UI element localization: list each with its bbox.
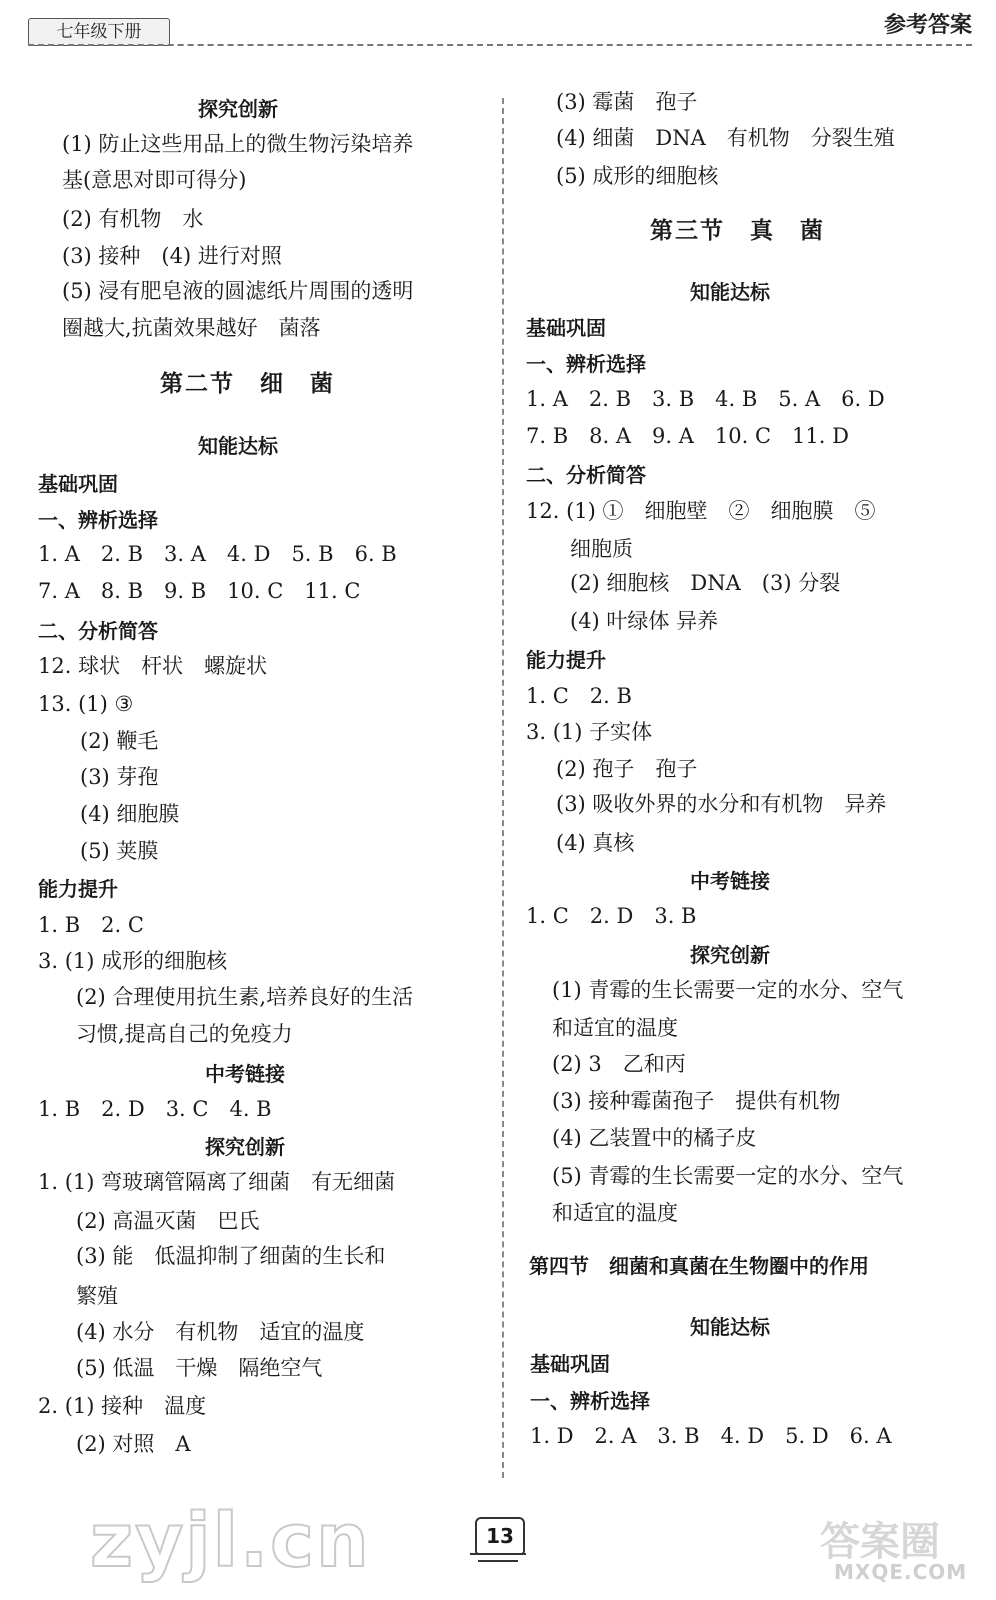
- answer-line: (4) 水分 有机物 适宜的温度: [76, 1320, 365, 1344]
- category-heading: 基础巩固: [526, 316, 606, 340]
- answer-line: 1. B 2. D 3. C 4. B: [38, 1097, 272, 1121]
- answer-line: (2) 高温灭菌 巴氏: [76, 1209, 260, 1233]
- page-number: 13: [475, 1517, 525, 1555]
- answer-line: 1. C 2. B: [526, 684, 632, 708]
- category-heading: 探究创新: [690, 943, 770, 967]
- page-number-base: [478, 1560, 518, 1562]
- answer-line: 1. B 2. C: [38, 913, 144, 937]
- category-heading: 二、分析简答: [38, 619, 158, 643]
- answer-line: (4) 叶绿体 异养: [570, 609, 719, 633]
- answer-line: 繁殖: [76, 1284, 118, 1308]
- answer-line: (2) 孢子 孢子: [556, 757, 698, 781]
- answer-line: 12. (1) ① 细胞壁 ② 细胞膜 ⑤: [526, 499, 876, 523]
- watermark-left: zyjl.cn: [90, 1498, 371, 1584]
- subsection-title: 知能达标: [198, 434, 278, 458]
- answer-line: (4) 乙装置中的橘子皮: [552, 1126, 757, 1150]
- section-title: 第三节 真 菌: [650, 218, 825, 244]
- answer-line: 圈越大,抗菌效果越好 菌落: [62, 316, 321, 340]
- answer-line: 2. (1) 接种 温度: [38, 1394, 207, 1418]
- category-heading: 基础巩固: [530, 1352, 610, 1376]
- answer-line: (2) 合理使用抗生素,培养良好的生活: [76, 985, 414, 1009]
- answer-line: 7. B 8. A 9. A 10. C 11. D: [526, 424, 849, 448]
- answer-line: 1. A 2. B 3. B 4. B 5. A 6. D: [526, 387, 885, 411]
- answer-line: 细胞质: [570, 537, 633, 561]
- answer-line: (5) 成形的细胞核: [556, 164, 719, 188]
- answer-line: (5) 荚膜: [80, 839, 159, 863]
- answer-line: (3) 能 低温抑制了细菌的生长和: [76, 1244, 386, 1268]
- section-heading: 探究创新: [198, 97, 278, 121]
- category-heading: 基础巩固: [38, 472, 118, 496]
- section-title: 第二节 细 菌: [160, 371, 335, 397]
- watermark-right: 答案圈: [820, 1519, 940, 1565]
- answer-line: 3. (1) 成形的细胞核: [38, 949, 228, 973]
- answer-line: 基(意思对即可得分): [62, 168, 247, 192]
- category-heading: 二、分析简答: [526, 463, 646, 487]
- answer-line: 3. (1) 子实体: [526, 720, 653, 744]
- answer-line: (5) 青霉的生长需要一定的水分、空气: [552, 1164, 904, 1188]
- answer-line: 1. D 2. A 3. B 4. D 5. D 6. A: [530, 1424, 892, 1448]
- category-heading: 一、辨析选择: [526, 352, 646, 376]
- page-number-base: [470, 1553, 526, 1555]
- answer-line: 13. (1) ③: [38, 692, 134, 716]
- answer-line: 1. (1) 弯玻璃管隔离了细菌 有无细菌: [38, 1170, 396, 1194]
- answer-line: (2) 对照 A: [76, 1432, 191, 1456]
- answer-line: (2) 有机物 水: [62, 207, 204, 231]
- category-heading: 能力提升: [526, 648, 606, 672]
- answer-line: (4) 细胞膜: [80, 802, 180, 826]
- answer-line: (3) 霉菌 孢子: [556, 90, 698, 114]
- category-heading: 探究创新: [205, 1135, 285, 1159]
- answer-line: 1. A 2. B 3. A 4. D 5. B 6. B: [38, 542, 397, 566]
- answer-line: (1) 青霉的生长需要一定的水分、空气: [552, 978, 904, 1002]
- header-divider: [28, 44, 972, 46]
- category-heading: 中考链接: [205, 1062, 285, 1086]
- answer-line: 1. C 2. D 3. B: [526, 904, 697, 928]
- section-title: 第四节 细菌和真菌在生物圈中的作用: [529, 1254, 869, 1278]
- category-heading: 中考链接: [690, 869, 770, 893]
- grade-label: 七年级下册: [28, 18, 170, 46]
- answer-line: 7. A 8. B 9. B 10. C 11. C: [38, 579, 361, 603]
- category-heading: 一、辨析选择: [38, 508, 158, 532]
- column-divider: [502, 98, 504, 1478]
- answer-line: (2) 细胞核 DNA (3) 分裂: [570, 571, 841, 595]
- watermark-right-url: MXQE.COM: [834, 1560, 968, 1584]
- answer-line: (4) 真核: [556, 831, 635, 855]
- category-heading: 一、辨析选择: [530, 1389, 650, 1413]
- subsection-title: 知能达标: [690, 280, 770, 304]
- page-header-title: 参考答案: [883, 12, 972, 38]
- answer-line: (2) 3 乙和丙: [552, 1052, 686, 1076]
- answer-line: (3) 吸收外界的水分和有机物 异养: [556, 792, 887, 816]
- answer-line: (3) 接种霉菌孢子 提供有机物: [552, 1089, 841, 1113]
- answer-line: (5) 低温 干燥 隔绝空气: [76, 1356, 323, 1380]
- answer-line: (5) 浸有肥皂液的圆滤纸片周围的透明: [62, 279, 414, 303]
- answer-line: (4) 细菌 DNA 有机物 分裂生殖: [556, 126, 895, 150]
- answer-line: 12. 球状 杆状 螺旋状: [38, 654, 268, 678]
- answer-line: 和适宜的温度: [552, 1201, 678, 1225]
- answer-line: (3) 芽孢: [80, 765, 159, 789]
- answer-line: (3) 接种 (4) 进行对照: [62, 244, 282, 268]
- answer-line: 和适宜的温度: [552, 1016, 678, 1040]
- answer-line: (2) 鞭毛: [80, 729, 159, 753]
- answer-line: 习惯,提高自己的免疫力: [76, 1022, 293, 1046]
- category-heading: 能力提升: [38, 877, 118, 901]
- subsection-title: 知能达标: [690, 1315, 770, 1339]
- answer-line: (1) 防止这些用品上的微生物污染培养: [62, 132, 414, 156]
